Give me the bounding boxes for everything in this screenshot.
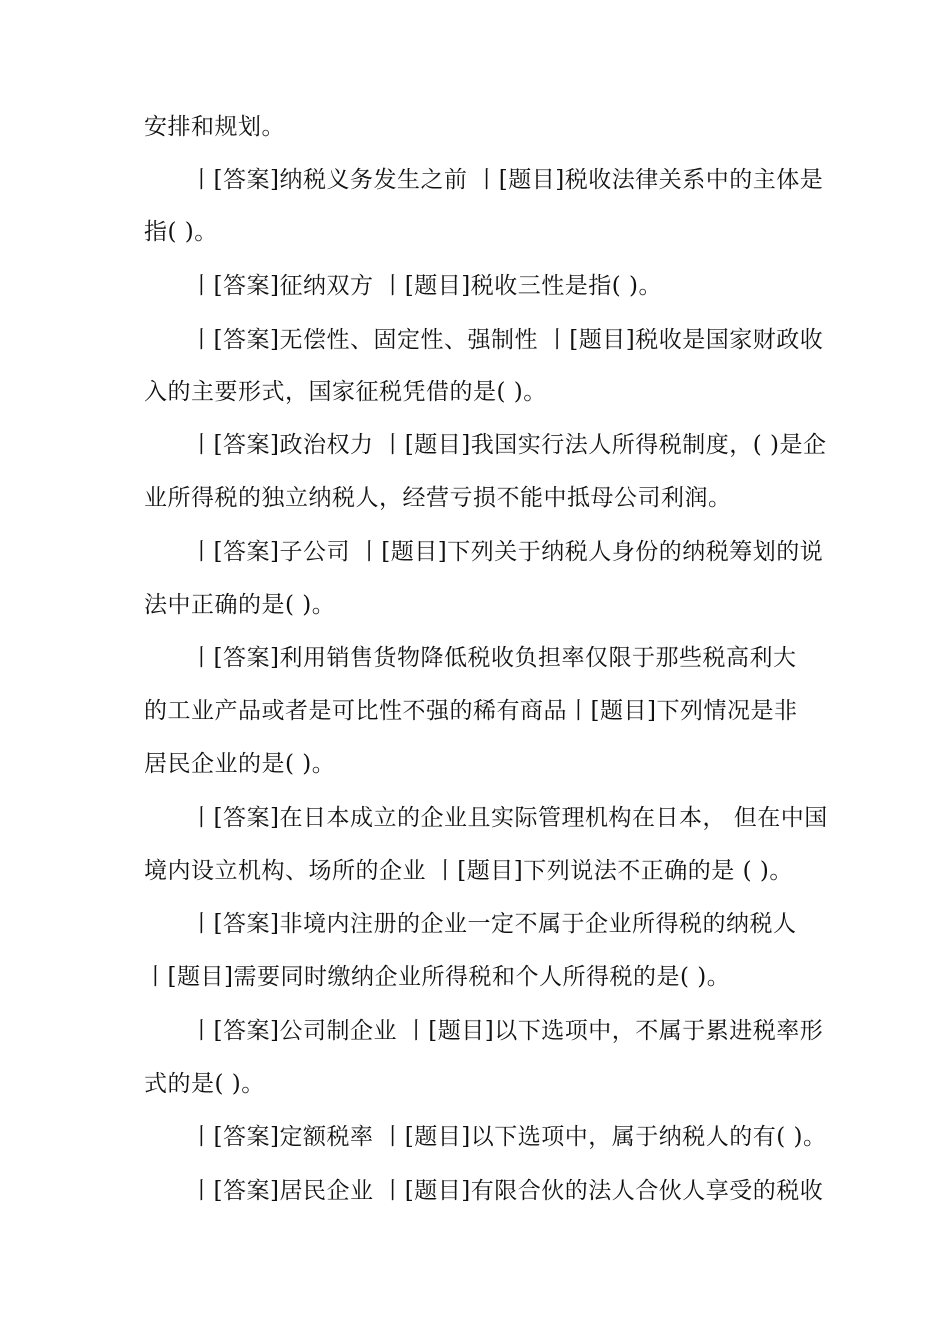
text-line: 丨[答案]征纳双方 丨[题目]税收三性是指( )。 bbox=[190, 273, 662, 299]
text-line: 安排和规划。 bbox=[144, 114, 285, 140]
text-line: 指( )。 bbox=[144, 219, 218, 245]
text-line: 丨[题目]需要同时缴纳企业所得税和个人所得税的是( )。 bbox=[144, 964, 731, 990]
text-line: 丨[答案]定额税率 丨[题目]以下选项中，属于纳税人的有( )。 bbox=[190, 1124, 827, 1150]
text-line: 式的是( )。 bbox=[144, 1071, 265, 1097]
text-line: 居民企业的是( )。 bbox=[144, 751, 336, 777]
text-line: 丨[答案]纳税义务发生之前 丨[题目]税收法律关系中的主体是 bbox=[190, 167, 824, 193]
text-line: 法中正确的是( )。 bbox=[144, 592, 336, 618]
text-line: 丨[答案]子公司 丨[题目]下列关于纳税人身份的纳税筹划的说 bbox=[190, 539, 824, 565]
text-line: 境内设立机构、场所的企业 丨[题目]下列说法不正确的是 ( )。 bbox=[144, 858, 793, 884]
text-line: 丨[答案]无偿性、固定性、强制性 丨[题目]税收是国家财政收 bbox=[190, 327, 824, 353]
text-line: 丨[答案]利用销售货物降低税收负担率仅限于那些税高利大 bbox=[190, 645, 797, 671]
text-line: 丨[答案]非境内注册的企业一定不属于企业所得税的纳税人 bbox=[190, 911, 797, 937]
text-line: 丨[答案]公司制企业 丨[题目]以下选项中，不属于累进税率形 bbox=[190, 1018, 824, 1044]
text-line: 入的主要形式，国家征税凭借的是( )。 bbox=[144, 379, 547, 405]
text-line: 业所得税的独立纳税人，经营亏损不能中抵母公司利润。 bbox=[144, 485, 732, 511]
text-line: 的工业产品或者是可比性不强的稀有商品丨[题目]下列情况是非 bbox=[144, 698, 798, 724]
text-line: 丨[答案]政治权力 丨[题目]我国实行法人所得税制度，( )是企 bbox=[190, 432, 827, 458]
text-line: 丨[答案]居民企业 丨[题目]有限合伙的法人合伙人享受的税收 bbox=[190, 1178, 824, 1204]
text-line: 丨[答案]在日本成立的企业且实际管理机构在日本， 但在中国 bbox=[190, 805, 828, 831]
